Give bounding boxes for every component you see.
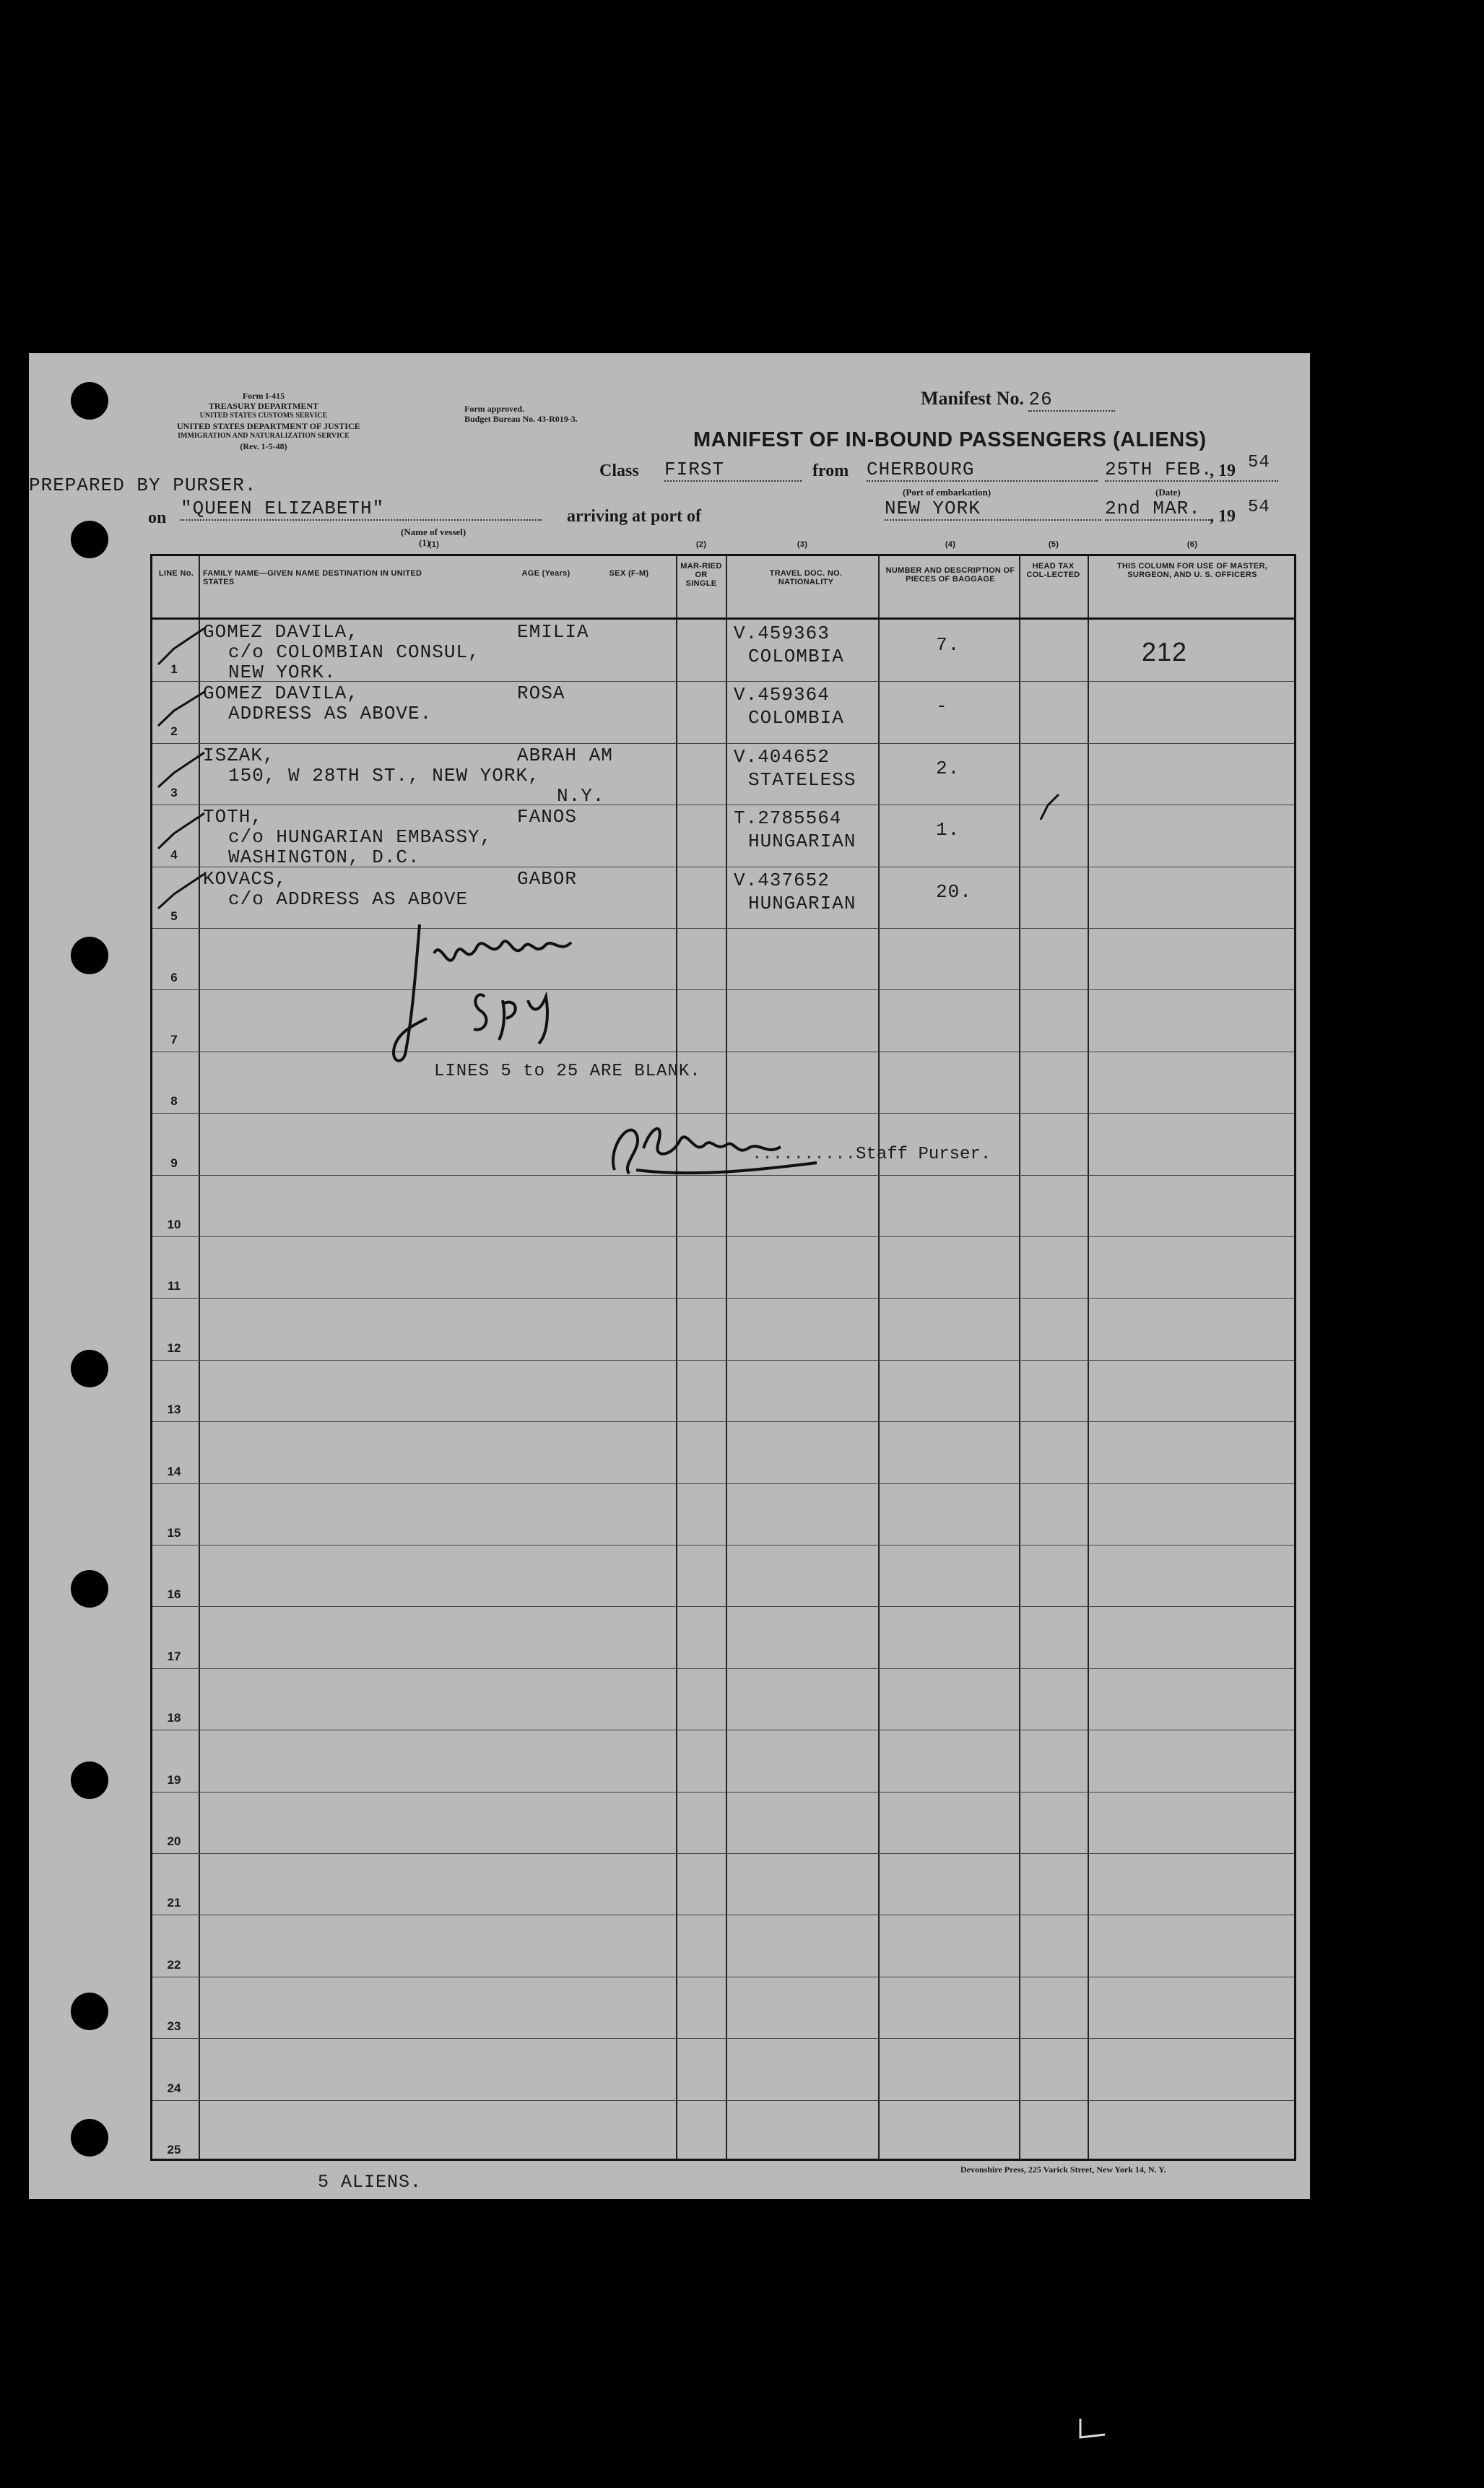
officer-number: 212 [1142,637,1188,667]
year-value-2: 54 [1248,498,1270,517]
passenger-nationality: HUNGARIAN [748,831,856,853]
row-rule [152,1360,1294,1361]
line-number: 25 [167,2143,181,2157]
depart-date: 25TH FEB. [1105,459,1278,482]
line-number: 16 [167,1587,181,1602]
col1-caption-top: (1) [419,537,430,548]
manifest-title: MANIFEST OF IN-BOUND PASSENGERS (ALIENS) [693,428,1207,451]
year-prefix-2: , 19 [1210,507,1236,526]
passenger-doc-number: T.2785564 [734,807,842,830]
arrival-port: NEW YORK [885,498,1101,521]
col1-caption: (1) [428,540,440,549]
column-divider [726,556,727,2159]
passenger-destination-2: WASHINGTON, D.C. [228,846,420,869]
year-prefix-1: , 19 [1210,461,1236,480]
head-tax-tick [1019,787,1088,831]
port-embark-caption: (Port of embarkation) [903,487,991,498]
row-rule [152,1298,1294,1299]
column-divider [878,556,880,2159]
line-number: 14 [167,1464,181,1478]
prepared-by: PREPARED BY PURSER. [29,474,257,496]
row-rule [152,1853,1294,1854]
blank-lines-note: LINES 5 to 25 ARE BLANK. [434,1062,701,1081]
passenger-baggage: 1. [936,819,960,841]
passenger-destination-1: c/o HUNGARIAN EMBASSY, [228,826,493,849]
row-rule [152,1236,1294,1237]
row-rule [152,1483,1294,1484]
treasury-department: TREASURY DEPARTMENT [208,401,319,411]
check-marks [152,556,369,932]
header-sex: SEX (F-M) [609,569,649,578]
passenger-nationality: COLOMBIA [748,646,844,667]
punch-hole [71,937,108,974]
passenger-given-name: ROSA [517,682,565,705]
form-approval [464,404,578,424]
customs-service: UNITED STATES CUSTOMS SERVICE [199,412,328,420]
line-number: 17 [167,1649,181,1663]
passenger-baggage: 20. [936,880,972,903]
line-number: 6 [170,971,178,985]
col4-caption: (4) [945,540,956,549]
from-label: from [812,461,849,480]
on-label: on [148,508,167,527]
line-number: 2 [170,724,178,738]
line-number: 7 [170,1032,178,1046]
passenger-destination-1: ADDRESS AS ABOVE. [228,703,433,725]
passenger-baggage: - [936,695,948,718]
justice-department: UNITED STATES DEPARTMENT OF JUSTICE [177,421,360,431]
line-number: 4 [170,847,178,862]
col5-caption: (5) [1048,540,1059,549]
line-number: 5 [170,909,178,923]
passenger-family-name: ISZAK, [203,744,275,766]
row-rule [152,989,1294,990]
punch-hole [71,382,108,420]
staff-purser-line: ..........Staff Purser. [752,1145,991,1164]
form-revision: (Rev. 1-5-48) [240,441,287,451]
from-value: CHERBOURG [867,459,1098,482]
passenger-given-name: FANOS [517,806,578,828]
staff-purser-label: Staff Purser. [856,1145,991,1164]
scan-mark [1076,2416,1119,2445]
row-rule [152,2100,1294,2101]
header-travel: TRAVEL DOC. NO. NATIONALITY [769,569,843,586]
ins-service: IMMIGRATION AND NATURALIZATION SERVICE [178,432,350,440]
form-header [177,391,360,451]
passenger-family-name: TOTH, [203,806,264,828]
passenger-family-name: KOVACS, [203,867,287,890]
arriving-label: arriving at port of [567,507,701,526]
passenger-destination-2: N.Y. [557,784,605,807]
manifest-number-label: Manifest No. [921,388,1024,409]
passenger-given-name: EMILIA [517,621,589,643]
manifest-number: 26 [1028,389,1115,412]
line-number: 3 [170,786,178,800]
passenger-given-name: ABRAH AM [517,744,613,766]
punch-hole [71,1761,108,1799]
passenger-nationality: STATELESS [748,768,856,791]
row-rule [152,1606,1294,1607]
total-aliens: 5 ALIENS. [318,2172,422,2193]
line-number: 21 [167,1896,181,1910]
passenger-family-name: GOMEZ DAVILA, [203,621,359,643]
passenger-doc-number: V.437652 [734,869,830,891]
col6-caption: (6) [1186,540,1198,549]
passenger-destination-1: c/o COLOMBIAN CONSUL, [228,641,480,663]
passenger-destination-2: NEW YORK. [228,662,337,683]
line-number: 13 [167,1403,181,1417]
vessel-name: "QUEEN ELIZABETH" [181,498,542,521]
header-age: AGE (Years) [521,569,570,578]
inspector-signature [376,910,593,1076]
line-number: 9 [170,1156,178,1170]
punch-hole [71,1570,108,1608]
arrival-date: 2nd MAR. [1105,498,1210,521]
line-number: 22 [167,1957,181,1972]
col2-caption: (2) [695,540,707,549]
line-number: 10 [167,1218,181,1231]
approval-line-2: Budget Bureau No. 43-R019-3. [464,414,578,424]
header-married: MAR-RIED OR SINGLE [680,562,722,588]
class-value: FIRST [664,459,802,482]
row-rule [152,1792,1294,1793]
header-head-tax: HEAD TAX COL-LECTED [1026,562,1080,579]
date-caption: (Date) [1155,487,1181,498]
passenger-family-name: GOMEZ DAVILA, [203,682,359,705]
line-number: 15 [167,1526,181,1540]
passenger-baggage: 2. [936,757,960,779]
passenger-nationality: COLOMBIA [748,707,844,729]
punch-hole [71,1350,108,1387]
class-label: Class [599,461,639,480]
approval-line-1: Form approved. [464,404,525,414]
passenger-nationality: HUNGARIAN [748,892,856,914]
row-rule [152,1421,1294,1422]
line-number: 19 [167,1772,181,1787]
bleed-through-text [1300,1104,1310,1826]
line-number: 20 [167,1834,181,1848]
form-number: Form I-415 [242,391,285,401]
vessel-caption: (Name of vessel) [401,526,467,537]
line-number: 1 [170,662,178,677]
header-line-no: LINE No. [158,569,194,578]
manifest-number-line [921,388,1115,412]
punch-hole [71,521,108,558]
printer-credit: Devonshire Press, 225 Varick Street, New York 14, N. Y. [960,2164,1166,2175]
row-rule [152,2038,1294,2039]
passenger-doc-number: V.459363 [734,623,830,644]
line-number: 23 [167,2019,181,2034]
row-rule [152,1545,1294,1546]
header-name: FAMILY NAME—GIVEN NAME DESTINATION IN UNITED STATES [203,569,422,586]
line-number: 11 [168,1279,181,1293]
year-value-1: 54 [1248,453,1270,472]
passenger-destination-1: c/o ADDRESS AS ABOVE [228,888,469,910]
passenger-given-name: GABOR [517,867,578,890]
column-divider [676,556,677,2159]
punch-hole [71,2119,108,2157]
punch-hole [71,1993,108,2030]
line-number: 12 [167,1340,181,1355]
passenger-doc-number: V.459364 [734,684,830,706]
passenger-doc-number: V.404652 [734,745,830,768]
column-divider [1088,556,1089,2159]
row-rule [152,1668,1294,1669]
passenger-destination-1: 150, W 28TH ST., NEW YORK, [228,764,540,786]
manifest-table [150,540,1296,2161]
col3-caption: (3) [797,540,808,549]
manifest-sheet [29,353,1310,2199]
line-number: 24 [167,2081,181,2095]
line-number: 18 [167,1711,181,1725]
header-officers: THIS COLUMN FOR USE OF MASTER, SURGEON, AND U. S. OFFICERS [1116,562,1268,579]
passenger-baggage: 7. [936,634,960,656]
line-number: 8 [170,1094,178,1109]
header-baggage: NUMBER AND DESCRIPTION OF PIECES OF BAGGAGE [885,566,1015,584]
